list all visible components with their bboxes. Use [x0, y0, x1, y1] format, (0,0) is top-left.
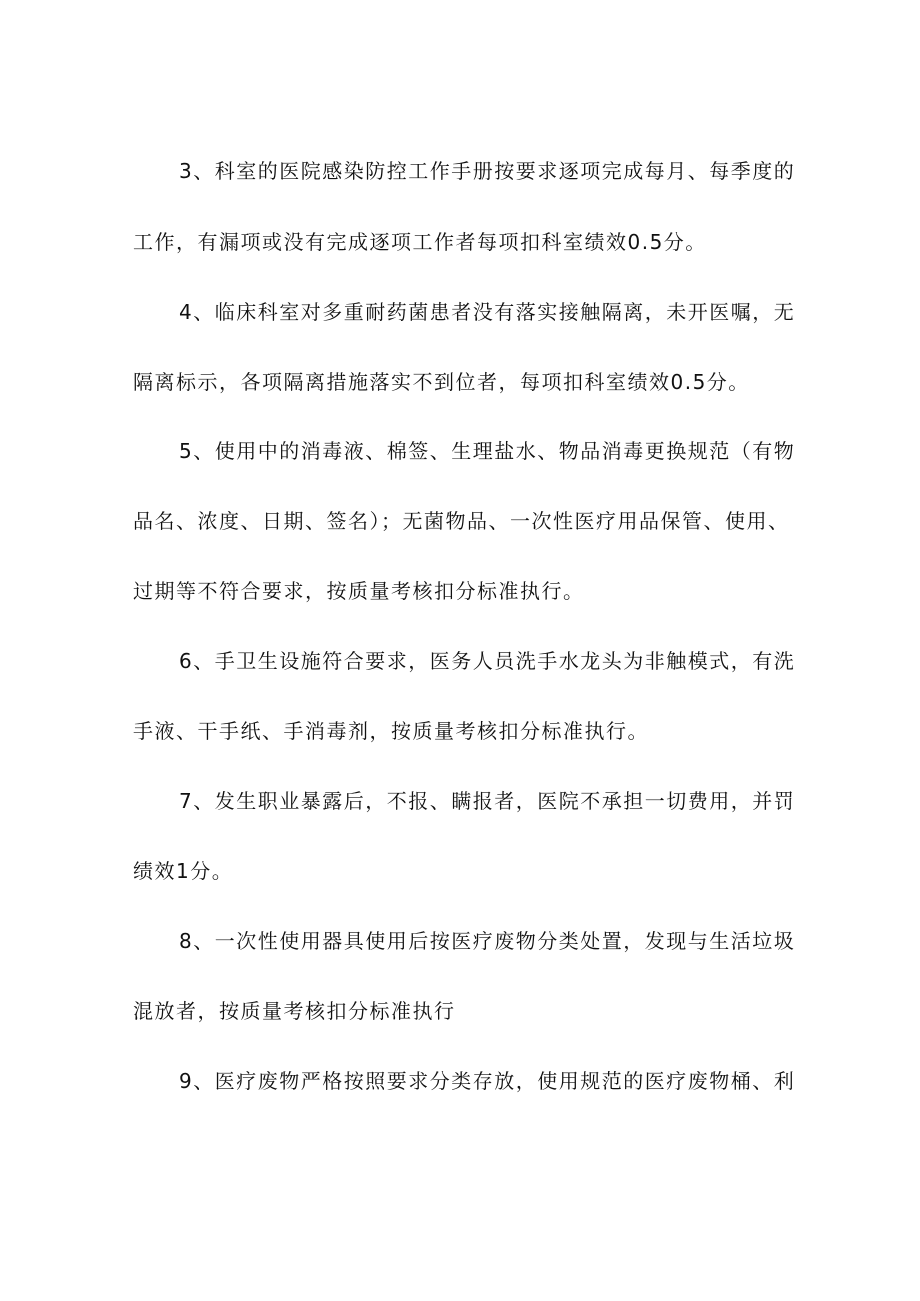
paragraph-3-line-2: 工作，有漏项或没有完成逐项工作者每项扣科室绩效0.5分。	[133, 230, 707, 254]
paragraph-5-line-2: 品名、浓度、日期、签名）；无菌物品、一次性医疗用品保管、使用、	[133, 509, 790, 533]
paragraph-7-line-2: 绩效1分。	[133, 859, 234, 883]
paragraph-8-line-2: 混放者，按质量考核扣分标准执行	[133, 999, 456, 1023]
paragraph-6-line-2: 手液、干手纸、手消毒剂，按质量考核扣分标准执行。	[133, 719, 649, 743]
paragraph-4-line-1: 4、临床科室对多重耐药菌患者没有落实接触隔离，未开医嘱，无	[179, 300, 796, 324]
paragraph-3-line-1: 3、科室的医院感染防控工作手册按要求逐项完成每月、每季度的	[179, 159, 796, 183]
paragraph-9-line-1: 9、医疗废物严格按照要求分类存放，使用规范的医疗废物桶、利	[179, 1069, 796, 1093]
paragraph-6-line-1: 6、手卫生设施符合要求，医务人员洗手水龙头为非触模式，有洗	[179, 649, 796, 673]
paragraph-4-line-2: 隔离标示，各项隔离措施落实不到位者，每项扣科室绩效0.5分。	[133, 370, 750, 394]
paragraph-8-line-1: 8、一次性使用器具使用后按医疗废物分类处置，发现与生活垃圾	[179, 929, 796, 953]
paragraph-5-line-1: 5、使用中的消毒液、棉签、生理盐水、物品消毒更换规范（有物	[179, 439, 796, 463]
paragraph-7-line-1: 7、发生职业暴露后，不报、瞒报者，医院不承担一切费用，并罚	[179, 789, 796, 813]
paragraph-5-line-3: 过期等不符合要求，按质量考核扣分标准执行。	[133, 579, 585, 603]
